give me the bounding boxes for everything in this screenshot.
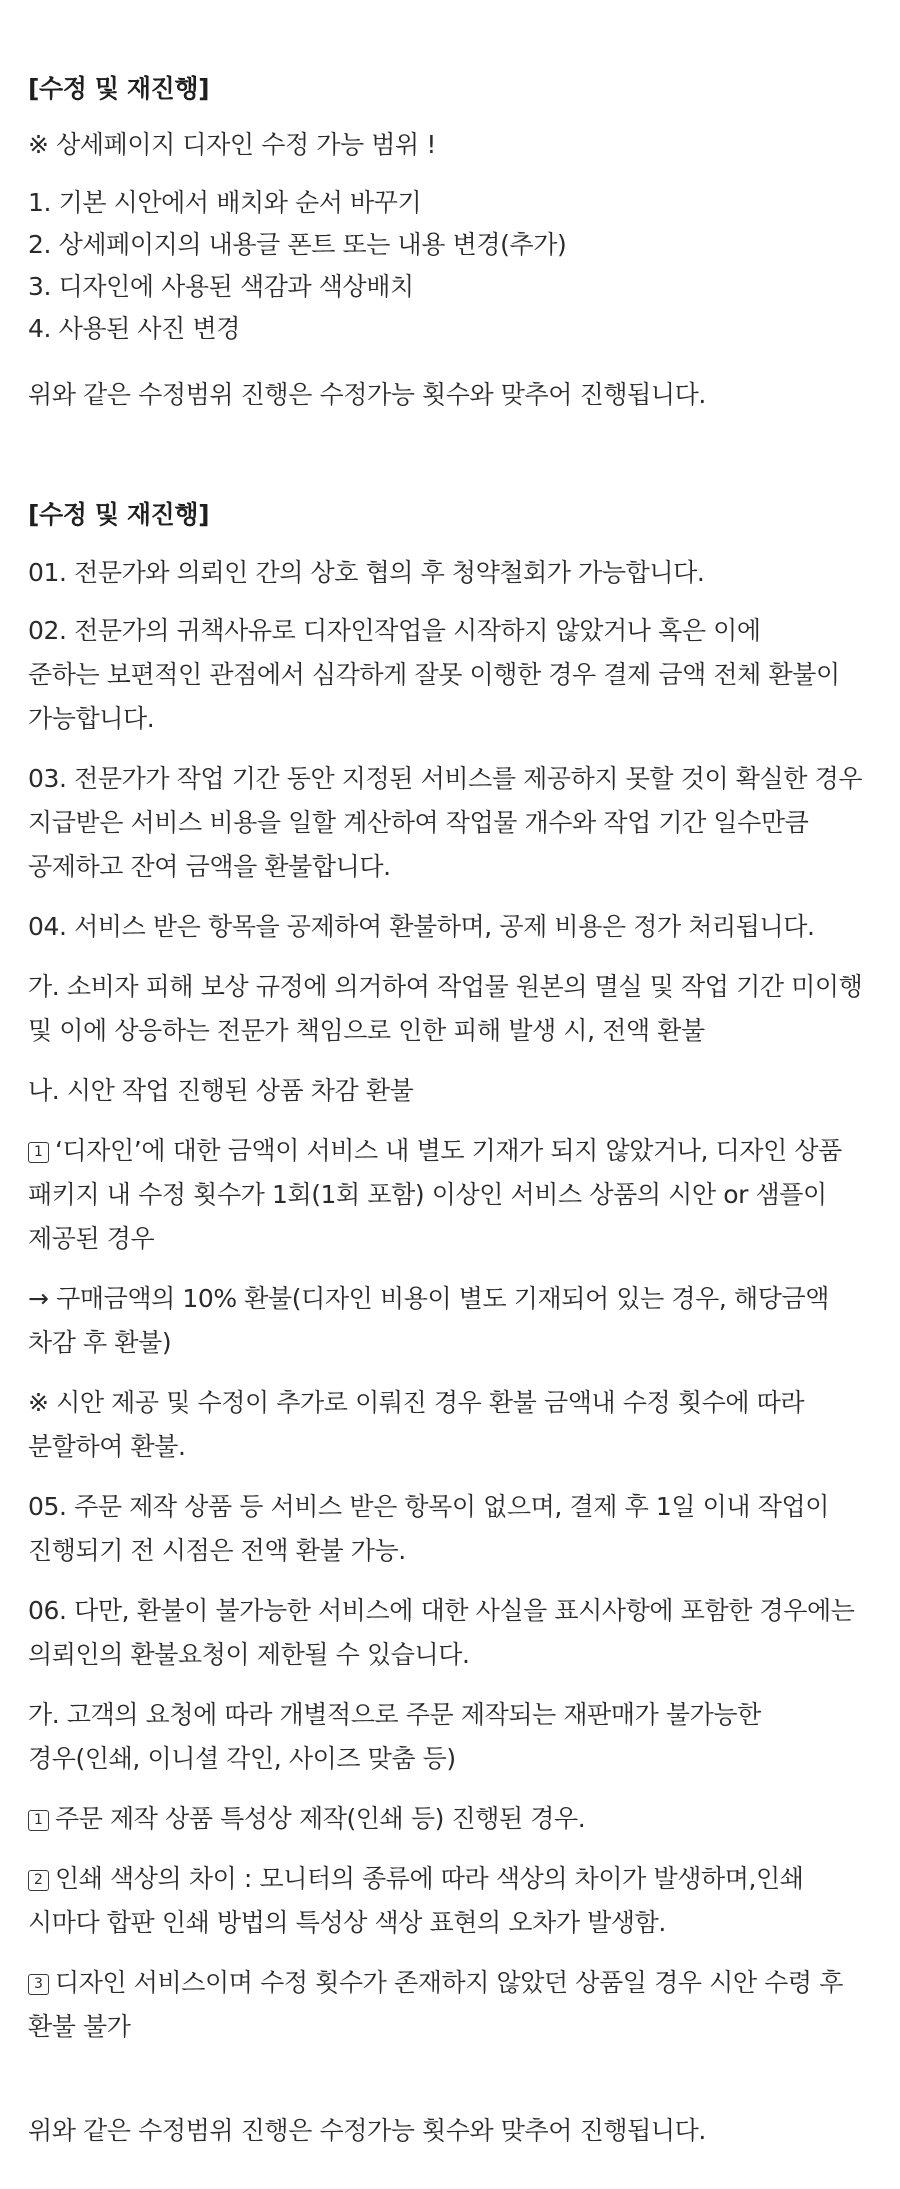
scope-item: 1. 기본 시안에서 배치와 순서 바꾸기 — [28, 188, 422, 217]
scope-note: ※ 상세페이지 디자인 수정 가능 범위 ! — [28, 130, 436, 159]
policy-06-ga-line: 가. 고객의 요청에 따라 개별적으로 주문 제작되는 재판매가 불가능한 — [28, 1700, 761, 1729]
policy-04-na-1-line: 제공된 경우 — [28, 1224, 155, 1253]
policy-04-ga-line: 가. 소비자 피해 보상 규정에 의거하여 작업물 원본의 멸실 및 작업 기간 미이행 — [28, 972, 863, 1001]
circled-number-2: 2 — [28, 1870, 49, 1891]
policy-04: 04. 서비스 받은 항목을 공제하여 환불하며, 공제 비용은 정가 처리됩니다. — [28, 912, 815, 941]
refund-note-line: ※ 시안 제공 및 수정이 추가로 이뤄진 경우 환불 금액내 수정 횟수에 따라 — [28, 1388, 805, 1417]
policy-06-item-3-line: 환불 불가 — [28, 2012, 131, 2041]
policy-06-line: 의뢰인의 환불요청이 제한될 수 있습니다. — [28, 1640, 470, 1669]
policy-06-item-1-text: 주문 제작 상품 특성상 제작(인쇄 등) 진행된 경우. — [55, 1804, 586, 1833]
policy-06-item-3-line — [28, 1966, 843, 2000]
refund-note-line: 분할하여 환불. — [28, 1432, 186, 1461]
policy-04-na: 나. 시안 작업 진행된 상품 차감 환불 — [28, 1076, 414, 1105]
scope-item: 3. 디자인에 사용된 색감과 색상배치 — [28, 272, 414, 301]
policy-06-item-2-line — [28, 1862, 804, 1896]
policy-06-line: 06. 다만, 환불이 불가능한 서비스에 대한 사실을 표시사항에 포함한 경우에는 — [28, 1596, 855, 1625]
scope-closing: 위와 같은 수정범위 진행은 수정가능 횟수와 맞추어 진행됩니다. — [28, 380, 706, 409]
policy-05-line: 05. 주문 제작 상품 등 서비스 받은 항목이 없으며, 결제 후 1일 이내 작업이 — [28, 1492, 829, 1521]
section-heading: [수정 및 재진행] — [28, 500, 210, 529]
policy-01: 01. 전문가와 의뢰인 간의 상호 협의 후 청약철회가 가능합니다. — [28, 558, 705, 587]
circled-number-1: 1 — [28, 1142, 49, 1163]
policy-06-ga-line: 경우(인쇄, 이니셜 각인, 사이즈 맞춤 등) — [28, 1744, 456, 1773]
refund-arrow-line: 차감 후 환불) — [28, 1328, 172, 1357]
policy-03-line: 공제하고 잔여 금액을 환불합니다. — [28, 852, 391, 881]
policy-04-na-1-line: 패키지 내 수정 횟수가 1회(1회 포함) 이상인 서비스 상품의 시안 or 샘플이 — [28, 1180, 827, 1209]
policy-05-line: 진행되기 전 시점은 전액 환불 가능. — [28, 1536, 406, 1565]
policy-04-na-1-text: ‘디자인’에 대한 금액이 서비스 내 별도 기재가 되지 않았거나, 디자인 상품 — [55, 1136, 842, 1165]
policy-06-item-1 — [28, 1802, 585, 1836]
policy-04-ga-line: 및 이에 상응하는 전문가 책임으로 인한 피해 발생 시, 전액 환불 — [28, 1016, 705, 1045]
policy-02-line: 가능합니다. — [28, 704, 155, 733]
policy-03-line: 지급받은 서비스 비용을 일할 계산하여 작업물 개수와 작업 기간 일수만큼 — [28, 808, 809, 837]
circled-number-3: 3 — [28, 1974, 49, 1995]
section2-closing: 위와 같은 수정범위 진행은 수정가능 횟수와 맞추어 진행됩니다. — [28, 2116, 706, 2145]
scope-item: 4. 사용된 사진 변경 — [28, 314, 240, 343]
policy-02-line: 02. 전문가의 귀책사유로 디자인작업을 시작하지 않았거나 혹은 이에 — [28, 616, 761, 645]
circled-number-1: 1 — [28, 1810, 49, 1831]
policy-06-item-2-text: 인쇄 색상의 차이 : 모니터의 종류에 따라 색상의 차이가 발생하며,인쇄 — [55, 1864, 804, 1893]
section-heading: [수정 및 재진행] — [28, 74, 210, 103]
policy-04-na-1-line — [28, 1134, 842, 1168]
policy-02-line: 준하는 보편적인 관점에서 심각하게 잘못 이행한 경우 결제 금액 전체 환불이 — [28, 660, 840, 689]
refund-arrow-line: → 구매금액의 10% 환불(디자인 비용이 별도 기재되어 있는 경우, 해당금액 — [28, 1284, 829, 1313]
policy-03-line: 03. 전문가가 작업 기간 동안 지정된 서비스를 제공하지 못할 것이 확실한 경우 — [28, 764, 863, 793]
scope-item: 2. 상세페이지의 내용글 폰트 또는 내용 변경(추가) — [28, 230, 567, 259]
policy-06-item-2-line: 시마다 합판 인쇄 방법의 특성상 색상 표현의 오차가 발생함. — [28, 1908, 666, 1937]
policy-06-item-3-text: 디자인 서비스이며 수정 횟수가 존재하지 않았던 상품일 경우 시안 수령 후 — [55, 1968, 843, 1997]
